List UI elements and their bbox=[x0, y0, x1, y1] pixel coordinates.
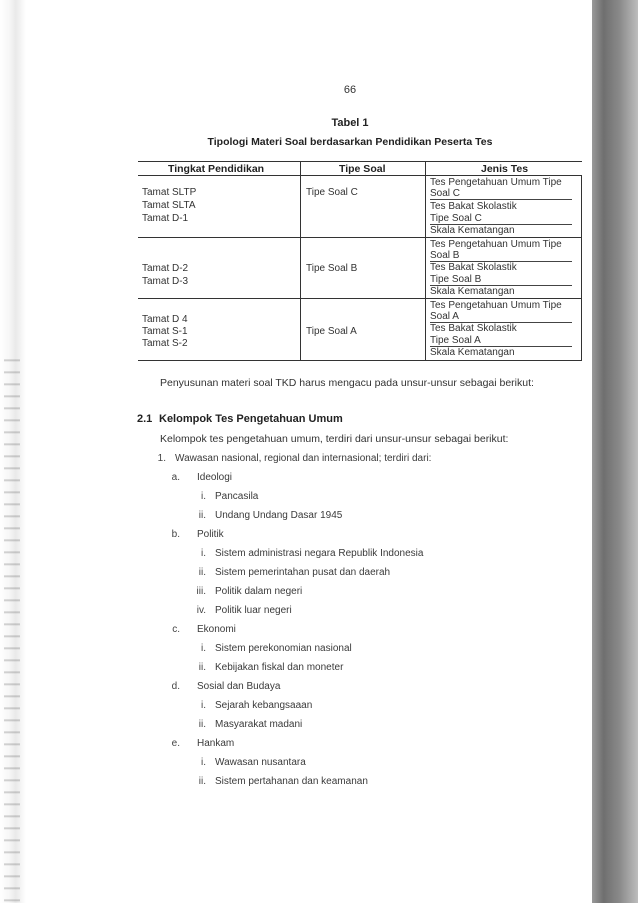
sub-marker: b. bbox=[171, 529, 180, 540]
table-subtitle: Tipologi Materi Soal berdasarkan Pendidikan Peserta Tes bbox=[207, 136, 493, 148]
table-top-rule bbox=[138, 161, 582, 162]
sub-marker: c. bbox=[172, 624, 180, 635]
level-cell: Tamat D-2 bbox=[142, 263, 189, 274]
sub-marker: a. bbox=[171, 472, 180, 483]
table-group-rule bbox=[138, 298, 582, 299]
tipe-soal-cell: Tipe Soal C bbox=[306, 187, 358, 198]
jenis-tes-line: Tes Bakat Skolastik bbox=[430, 262, 517, 273]
level-cell: Tamat S-1 bbox=[142, 326, 188, 337]
table-bottom-rule bbox=[138, 360, 582, 361]
jenis-tes-line: Tes Pengetahuan Umum Tipe bbox=[430, 300, 562, 311]
jenis-tes-line: Tipe Soal A bbox=[430, 335, 572, 347]
tipe-soal-cell: Tipe Soal A bbox=[306, 326, 357, 337]
roman-marker: ii. bbox=[198, 662, 206, 673]
list-item-text: Politik luar negeri bbox=[215, 605, 292, 616]
roman-marker: i. bbox=[201, 548, 206, 559]
roman-marker: i. bbox=[201, 643, 206, 654]
jenis-tes-line: Tipe Soal C bbox=[430, 213, 572, 225]
intro-sentence: Penyusunan materi soal TKD harus mengacu pada unsur-unsur sebagai berikut: bbox=[160, 377, 534, 389]
section-intro: Kelompok tes pengetahuan umum, terdiri dari unsur-unsur sebagai berikut: bbox=[160, 433, 509, 445]
list-item-text: Kebijakan fiskal dan moneter bbox=[215, 662, 344, 673]
list-item-text: Sistem perekonomian nasional bbox=[215, 643, 352, 654]
list-item-text: Sistem administrasi negara Republik Indonesia bbox=[215, 548, 424, 559]
sub-label: Politik bbox=[197, 529, 224, 540]
sub-label: Ideologi bbox=[197, 472, 233, 483]
level-cell: Tamat SLTA bbox=[142, 200, 196, 211]
jenis-tes-line: Skala Kematangan bbox=[430, 347, 515, 358]
item-text: Wawasan nasional, regional dan internasional; terdiri dari: bbox=[175, 453, 432, 464]
roman-marker: i. bbox=[201, 757, 206, 768]
level-cell: Tamat D 4 bbox=[142, 314, 188, 325]
list-item-text: Masyarakat madani bbox=[215, 719, 303, 730]
jenis-tes-line: Soal B bbox=[430, 250, 572, 262]
level-cell: Tamat D-1 bbox=[142, 213, 189, 224]
sub-label: Sosial dan Budaya bbox=[197, 681, 281, 692]
list-item-text: Sistem pertahanan dan keamanan bbox=[215, 776, 368, 787]
sub-label: Ekonomi bbox=[197, 624, 236, 635]
table-title: Tabel 1 bbox=[331, 117, 369, 129]
section-title: Kelompok Tes Pengetahuan Umum bbox=[159, 413, 343, 425]
level-cell: Tamat D-3 bbox=[142, 276, 189, 287]
tipe-soal-cell: Tipe Soal B bbox=[306, 263, 358, 274]
table-column-rule bbox=[425, 161, 426, 361]
sub-marker: e. bbox=[171, 738, 180, 749]
page-number: 66 bbox=[343, 84, 357, 96]
list-item-text: Politik dalam negeri bbox=[215, 586, 303, 597]
jenis-tes-line: Skala Kematangan bbox=[430, 286, 515, 297]
roman-marker: i. bbox=[201, 700, 206, 711]
section-number: 2.1 bbox=[137, 413, 153, 425]
table-right-rule bbox=[581, 175, 582, 360]
sub-marker: d. bbox=[171, 681, 180, 692]
list-item-text: Sejarah kebangsaaan bbox=[215, 700, 313, 711]
jenis-tes-line: Soal A bbox=[430, 311, 572, 323]
jenis-tes-line: Tes Pengetahuan Umum Tipe bbox=[430, 239, 562, 250]
list-item-text: Wawasan nusantara bbox=[215, 757, 306, 768]
roman-marker: iv. bbox=[196, 605, 206, 616]
jenis-tes-line: Tes Bakat Skolastik bbox=[430, 323, 517, 334]
table-header-rule bbox=[138, 175, 582, 176]
roman-marker: i. bbox=[201, 491, 206, 502]
sub-label: Hankam bbox=[197, 738, 235, 749]
table-group-rule bbox=[138, 237, 582, 238]
roman-marker: ii. bbox=[198, 719, 206, 730]
jenis-tes-line: Soal C bbox=[430, 188, 572, 200]
jenis-tes-line: Skala Kematangan bbox=[430, 225, 515, 236]
header-tingkat-pendidikan: Tingkat Pendidikan bbox=[168, 163, 265, 175]
level-cell: Tamat S-2 bbox=[142, 338, 188, 349]
list-item-text: Sistem pemerintahan pusat dan daerah bbox=[215, 567, 391, 578]
header-tipe-soal: Tipe Soal bbox=[339, 163, 386, 175]
scan-left-artifacts bbox=[4, 350, 20, 903]
list-item-text: Undang Undang Dasar 1945 bbox=[215, 510, 343, 521]
jenis-tes-line: Tipe Soal B bbox=[430, 274, 572, 286]
typology-table bbox=[138, 161, 582, 361]
jenis-tes-line: Tes Bakat Skolastik bbox=[430, 201, 517, 212]
jenis-tes-line: Tes Pengetahuan Umum Tipe bbox=[430, 177, 562, 188]
roman-marker: ii. bbox=[198, 776, 206, 787]
roman-marker: iii. bbox=[196, 586, 206, 597]
header-jenis-tes: Jenis Tes bbox=[481, 163, 529, 175]
table-column-rule bbox=[300, 161, 301, 361]
item-marker: 1. bbox=[157, 453, 166, 464]
level-cell: Tamat SLTP bbox=[142, 187, 197, 198]
list-item-text: Pancasila bbox=[215, 491, 259, 502]
roman-marker: ii. bbox=[198, 567, 206, 578]
roman-marker: ii. bbox=[198, 510, 206, 521]
